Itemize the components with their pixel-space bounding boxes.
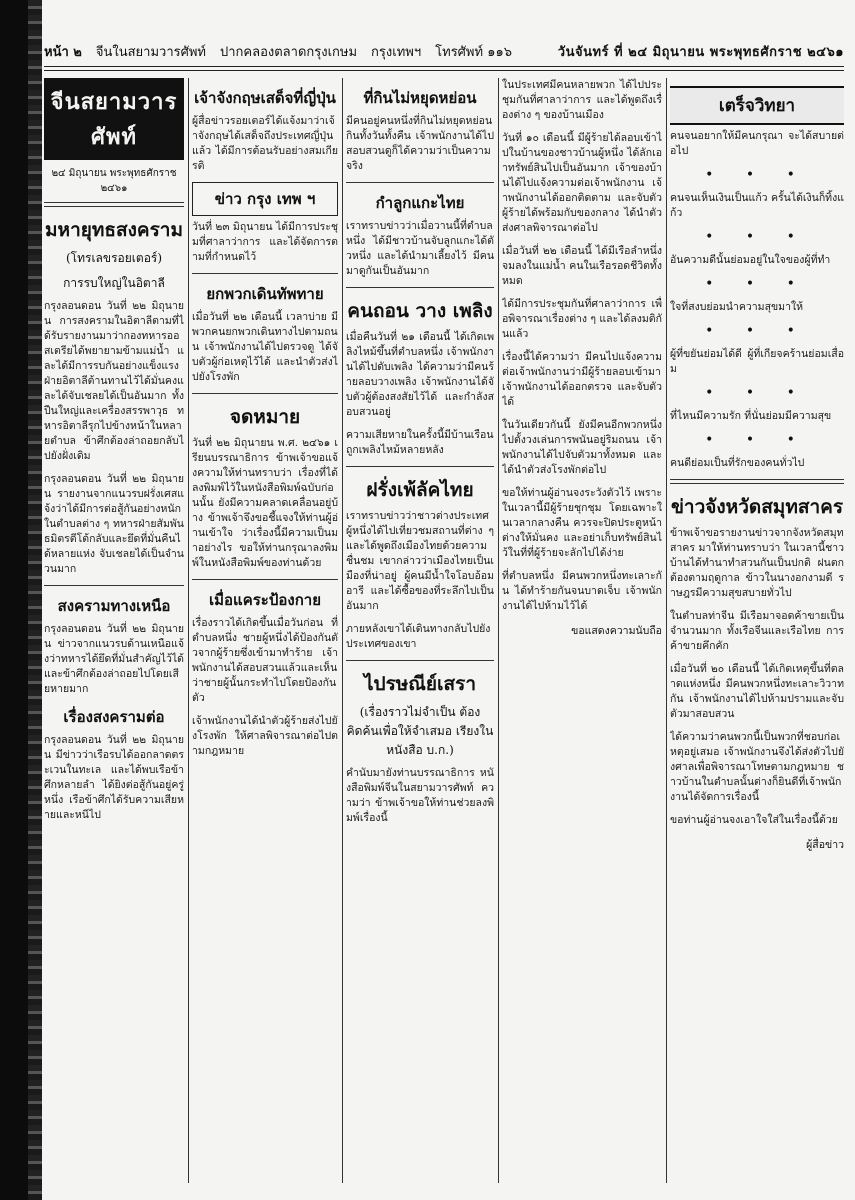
article-body: เมื่อคืนวันที่ ๒๑ เดือนนี้ ได้เกิดเพลิงไหม้ขึ้นที่ตำบลหนึ่ง เจ้าพนักงานได้ไปดับเพลิง ได้ความว่ามีคนร้ายลอบวางเพลิง เจ้าพนักงานได้จับตัวผู้ต้องสงสัยไว้ได้ และกำลังสอบสวนอยู่ (346, 331, 494, 418)
article-body: กรุงลอนดอน วันที่ ๒๒ มิถุนายน มีข่าวว่าเรือรบได้ออกลาดตระเวนในทะเล และได้พบเรือข้าศึกหลายลำ ได้ยิงต่อสู้กันอยู่ครู่หนึ่ง เรือข้าศึกได้รับความเสียหายและหนีไป (44, 734, 184, 821)
article-body: วันที่ ๒๒ มิถุนายน พ.ศ. ๒๔๖๑ เรียนบรรณาธิการ ข้าพเจ้าขอแจ้งความให้ท่านทราบว่า เรื่องที่ได้ลงพิมพ์ไว้ในหนังสือพิมพ์ฉบับก่อนนั้น ยังมีความคลาดเคลื่อนอยู่บ้าง ข้าพเจ้าจึงขอชี้แจงให้ท่านผู้อ่านเข้าใจ ว่าเรื่องนี้มีความเป็นมาอย่างไร ขอให้ท่านกรุณาลงพิมพ์ในหนังสือพิมพ์ของท่านด้วย (192, 437, 338, 569)
article-body: ได้ความว่าคนพวกนี้เป็นพวกที่ชอบก่อเหตุอยู่เสมอ เจ้าพนักงานจึงได้ส่งตัวไปยังศาลเพื่อพิจารณาโทษตามกฎหมาย ชาวบ้านในตำบลนั้นต่างก็ยินดีที่เจ้าพนักงานได้จัดการเรื่องนี้ (670, 731, 844, 803)
article-body: วันที่ ๑๐ เดือนนี้ มีผู้ร้ายได้ลอบเข้าไปในบ้านของชาวบ้านผู้หนึ่ง ได้ลักเอาทรัพย์สินไปเป็นอันมาก เจ้าของบ้านได้ไปแจ้งความต่อเจ้าพนักงาน เจ้าพนักงานได้ออกติดตาม และจับตัวผู้ร้ายได้พร้อมกับของกลาง ได้นำตัวส่งศาลพิจารณาต่อไป (502, 132, 662, 234)
subhead-italy: การรบใหญ่ในอิตาลี (63, 276, 165, 290)
article-body: เจ้าพนักงานได้นำตัวผู้ร้ายส่งไปยังโรงพัก ให้ศาลพิจารณาต่อไปตามกฎหมาย (192, 715, 338, 757)
headline-war: มหายุทธสงคราม (45, 219, 183, 241)
page-binding-edge (0, 0, 40, 1200)
article-body: ในประเทศมีคนหลายพวก ได้ไปประชุมกันที่ศาลาว่าการ และได้พูดถึงเรื่องต่าง ๆ ของบ้านเมือง (502, 79, 662, 121)
page-header (44, 38, 844, 64)
saying: คนจนอยากให้มีคนกรุณา จะได้สบายต่อไป (670, 130, 844, 157)
page-number: หน้า ๒ (44, 44, 82, 60)
article-body: เรื่องราวได้เกิดขึ้นเมื่อวันก่อน ที่ตำบลหนึ่ง ชายผู้หนึ่งได้ป้องกันตัวจากผู้ร้ายซึ่งเข้ามาทำร้าย เจ้าพนักงานได้สอบสวนแล้วและเห็นว่าชายผู้นั้นกระทำไปโดยป้องกันตัว (192, 617, 338, 704)
issue-date: วันจันทร์ ที่ ๒๔ มิถุนายน พระพุทธศักราช ๒๔๖๑ (557, 44, 844, 60)
column-divider (498, 78, 499, 1183)
header-rule (44, 66, 844, 71)
headline-bangkok-news: ข่าว กรุง เทพ ฯ (192, 182, 338, 216)
divider (44, 202, 184, 207)
headline-lamb: กำลูกแกะไทย (375, 194, 465, 212)
article-body: ในวันเดียวกันนี้ ยังมีคนอีกพวกหนึ่งไปตั้งวงเล่นการพนันอยู่ริมถนน เจ้าพนักงานได้ไปจับตัวมาทั้งหมด และได้นำตัวส่งโรงพักต่อไป (502, 419, 662, 476)
ornament-dots: • • • (705, 276, 809, 292)
article-body: เรื่องนี้ได้ความว่า มีคนไปแจ้งความต่อเจ้าพนักงานว่ามีผู้ร้ายลอบเข้ามา เจ้าพนักงานได้ออกตรวจ และจับตัวได้ (502, 351, 662, 408)
column-5 (670, 78, 844, 1188)
article-body: กรุงลอนดอน วันที่ ๒๒ มิถุนายน รายงานจากแนวรบฝรั่งเศสแจ้งว่าได้มีการต่อสู้กันอย่างหนักในตำบลต่าง ๆ ทหารฝ่ายสัมพันธมิตรตีโต้กลับและยึดที่มั่นคืนได้หลายแห่ง จับเชลยได้เป็นจำนวนมาก (44, 473, 184, 575)
article-body: ผู้สื่อข่าวรอยเตอร์ได้แจ้งมาว่าเจ้าจังกฤษได้เสด็จถึงประเทศญี่ปุ่นแล้ว ได้มีการต้อนรับอย่างสมเกียรติ (192, 115, 338, 172)
ornament-dots: • • • (705, 432, 809, 448)
article-body: เมื่อวันที่ ๒๒ เดือนนี้ เวลาบ่าย มีพวกคนยกพวกเดินทางไปตามถนน เจ้าพนักงานได้ไปตรวจดู ได้จับตัวผู้ก่อเหตุไว้ได้ และนำตัวส่งไปยังโรงพัก (192, 311, 338, 383)
article-body: ในตำบลท่าจีน มีเรือมาจอดค้าขายเป็นจำนวนมาก ทั้งเรือจีนและเรือไทย การค้าขายคึกคัก (670, 610, 844, 652)
masthead: จีนสยามวารศัพท์ (44, 78, 184, 160)
header-address: ปากคลองตลาดกรุงเกษม (220, 44, 358, 60)
ornament-dots: • • • (705, 229, 809, 245)
divider (346, 466, 494, 467)
divider (192, 579, 338, 580)
headline-letter: จดหมาย (229, 406, 301, 428)
article-body: ข้าพเจ้าขอรายงานข่าวจากจังหวัดสมุทสาคร มาให้ท่านทราบว่า ในเวลานี้ชาวบ้านได้ทำนาทำสวนกันเป็นปกติ ฝนตกต้องตามฤดูกาล ข้าวในนางอกงามดี ราษฎรมีความสุขสบายทั่วไป (670, 527, 844, 599)
divider (346, 660, 494, 661)
mail-note: (เรื่องราวไม่จำเป็น ต้องคิดค้นเพื่อให้จำเสมอ เรียงในหนังสือ บ.ก.) (346, 705, 494, 757)
saying: ใจที่สงบย่อมนำความสุขมาให้ (670, 301, 804, 313)
article-body: ขอท่านผู้อ่านจงเอาใจใส่ในเรื่องนี้ด้วย (670, 814, 838, 826)
article-body: ที่ตำบลหนึ่ง มีคนพวกหนึ่งทะเลาะกัน ได้ทำร้ายกันจนบาดเจ็บ เจ้าพนักงานได้ไปห้ามไว้ได้ (502, 570, 662, 612)
headline-wit: เตร็จวิทยา (670, 86, 844, 125)
headline-war-cont: เรื่องสงครามต่อ (63, 708, 165, 726)
saying: ผู้ที่ขยันย่อมได้ดี ผู้ที่เกียจคร้านย่อมเสื่อม (670, 348, 844, 375)
article-body: ขอให้ท่านผู้อ่านจงระวังตัวไว้ เพราะในเวลานี้มีผู้ร้ายชุกชุม โดยเฉพาะในเวลากลางคืน ควรจะปิดประตูหน้าต่างให้มั่นคง และอย่าเก็บทรัพย์สินไว้ในที่ที่ผู้ร้ายจะลักไปได้ง่าย (502, 487, 662, 559)
column-2 (192, 78, 338, 1188)
divider (346, 182, 494, 183)
column-3 (346, 78, 494, 1188)
headline-samut-sakhon: ข่าวจังหวัดสมุทสาคร (670, 496, 844, 518)
article-body: กรุงลอนดอน วันที่ ๒๒ มิถุนายน ข่าวจากแนวรบด้านเหนือแจ้งว่าทหารได้ยึดที่มั่นสำคัญไว้ได้ และข้าศึกต้องล่าถอยไปโดยเสียหายมาก (44, 623, 184, 695)
divider (346, 287, 494, 288)
divider (670, 479, 844, 484)
ornament-dots: • • • (705, 167, 809, 183)
column-4 (502, 78, 662, 1188)
headline-arson: คนถอน วาง เพลิง (347, 300, 493, 322)
headline-prince-japan: เจ้าจังกฤษเสด็จที่ญี่ปุ่น (194, 89, 336, 107)
paper-name: จีนในสยามวารศัพท์ (95, 44, 206, 60)
header-city: กรุงเทพฯ (371, 44, 422, 60)
saying: คนจนเห็นเงินเป็นแก้ว ครั้นได้เงินก็ทิ้งแก้ว (670, 192, 844, 219)
headline-north: สงครามทางเหนือ (57, 597, 171, 615)
column-1 (44, 78, 184, 1188)
article-body: คำนับมายังท่านบรรณาธิการ หนังสือพิมพ์จีนในสยามวารศัพท์ ความว่า ข้าพเจ้าขอให้ท่านช่วยลงพิมพ์เรื่องนี้ (346, 767, 494, 824)
article-body: ภายหลังเขาได้เดินทางกลับไปยังประเทศของเขา (346, 623, 491, 650)
saying: คนดีย่อมเป็นที่รักของคนทั่วไป (670, 457, 805, 469)
article-body: มีคนอยู่คนหนึ่งที่กินไม่หยุดหย่อน กินทั้งวันทั้งคืน เจ้าพนักงานได้ไปสอบสวนดูก็ได้ความว่าเป็นความจริง (346, 115, 494, 172)
column-divider (666, 78, 667, 1183)
saying: ที่ไหนมีความรัก ที่นั่นย่อมมีความสุข (670, 410, 832, 422)
column-divider (188, 78, 189, 1183)
header-phone: โทรศัพท์ ๑๑๖ (435, 44, 512, 60)
article-body: เมื่อวันที่ ๒๒ เดือนนี้ ได้มีเรือลำหนึ่งจมลงในแม่น้ำ คนในเรือรอดชีวิตทั้งหมด (502, 245, 662, 287)
article-body: เราทราบข่าวว่าเมื่อวานนี้ที่ตำบลหนึ่ง ได้มีชาวบ้านจับลูกแกะได้ตัวหนึ่ง และได้นำมาเลี้ยงไว้ มีคนมาดูกันเป็นอันมาก (346, 220, 494, 277)
masthead-dateline: ๒๔ มิถุนายน พระพุทธศักราช ๒๔๖๑ (51, 168, 177, 194)
article-body: เราทราบข่าวว่าชาวต่างประเทศผู้หนึ่งได้ไปเที่ยวชมสถานที่ต่าง ๆ และได้พูดถึงเมืองไทยด้วยความชื่นชม เขากล่าวว่าเมืองไทยเป็นเมืองที่น่าอยู่ ผู้คนมีน้ำใจโอบอ้อมอารี และได้ซื้อของที่ระลึกไปเป็นอันมาก (346, 510, 494, 612)
ornament-dots: • • • (705, 323, 809, 339)
saying: อันความดีนั้นย่อมอยู่ในใจของผู้ที่ทำ (670, 254, 831, 266)
column-divider (342, 78, 343, 1183)
headline-foreigner: ฝรั่งเพ้ลัคไทย (366, 479, 474, 501)
headline-mail: ไปรษณีย์เสรา (363, 673, 477, 695)
binding-texture (28, 0, 42, 1200)
divider (192, 273, 338, 274)
divider (44, 585, 184, 586)
headline-march: ยกพวกเดินทัพทาย (206, 285, 324, 303)
article-body: ได้มีการประชุมกันที่ศาลาว่าการ เพื่อพิจารณาเรื่องต่าง ๆ และได้ลงมติกันแล้ว (502, 298, 662, 340)
ornament-dots: • • • (705, 385, 809, 401)
letter-signature: ขอแสดงความนับถือ (571, 625, 662, 637)
subhead-reuters: (โทรเลขรอยเตอร์) (65, 251, 163, 265)
headline-non-stop-eater: ที่กินไม่หยุดหย่อน (363, 89, 477, 107)
correspondent-signature: ผู้สื่อข่าว (806, 839, 844, 851)
divider (192, 393, 338, 394)
headline-self-defense: เมื่อแคระป้องกาย (209, 591, 321, 609)
article-body: วันที่ ๒๓ มิถุนายน ได้มีการประชุมที่ศาลาว่าการ และได้จัดการตามที่กำหนดไว้ (192, 221, 338, 263)
article-body: ความเสียหายในครั้งนี้มีบ้านเรือนถูกเพลิงไหม้หลายหลัง (346, 429, 494, 456)
article-body: เมื่อวันที่ ๒๐ เดือนนี้ ได้เกิดเหตุขึ้นที่ตลาดแห่งหนึ่ง มีคนพวกหนึ่งทะเลาะวิวาทกัน เจ้าพนักงานได้ไปห้ามปรามและจับตัวมาสอบสวน (670, 663, 844, 720)
article-body: กรุงลอนดอน วันที่ ๒๒ มิถุนายน การสงครามในอิตาลีตามที่ได้รับรายงานมาว่ากองทหารออสเตรียได้พยายามข้ามแม่น้ำ และได้มีการรบกันอย่างแข็งแรง ฝ่ายอิตาลีต้านทานไว้ได้มั่นคงและได้จับเชลยได้เป็นอันมาก ทั้งปืนใหญ่และเครื่องสรรพาวุธ ทหารอิตาลีรุกไปข้างหน้าในหลายตำบล ข้าศึกต้องล่าถอยกลับไปยังฝั่งเดิม (44, 300, 184, 462)
